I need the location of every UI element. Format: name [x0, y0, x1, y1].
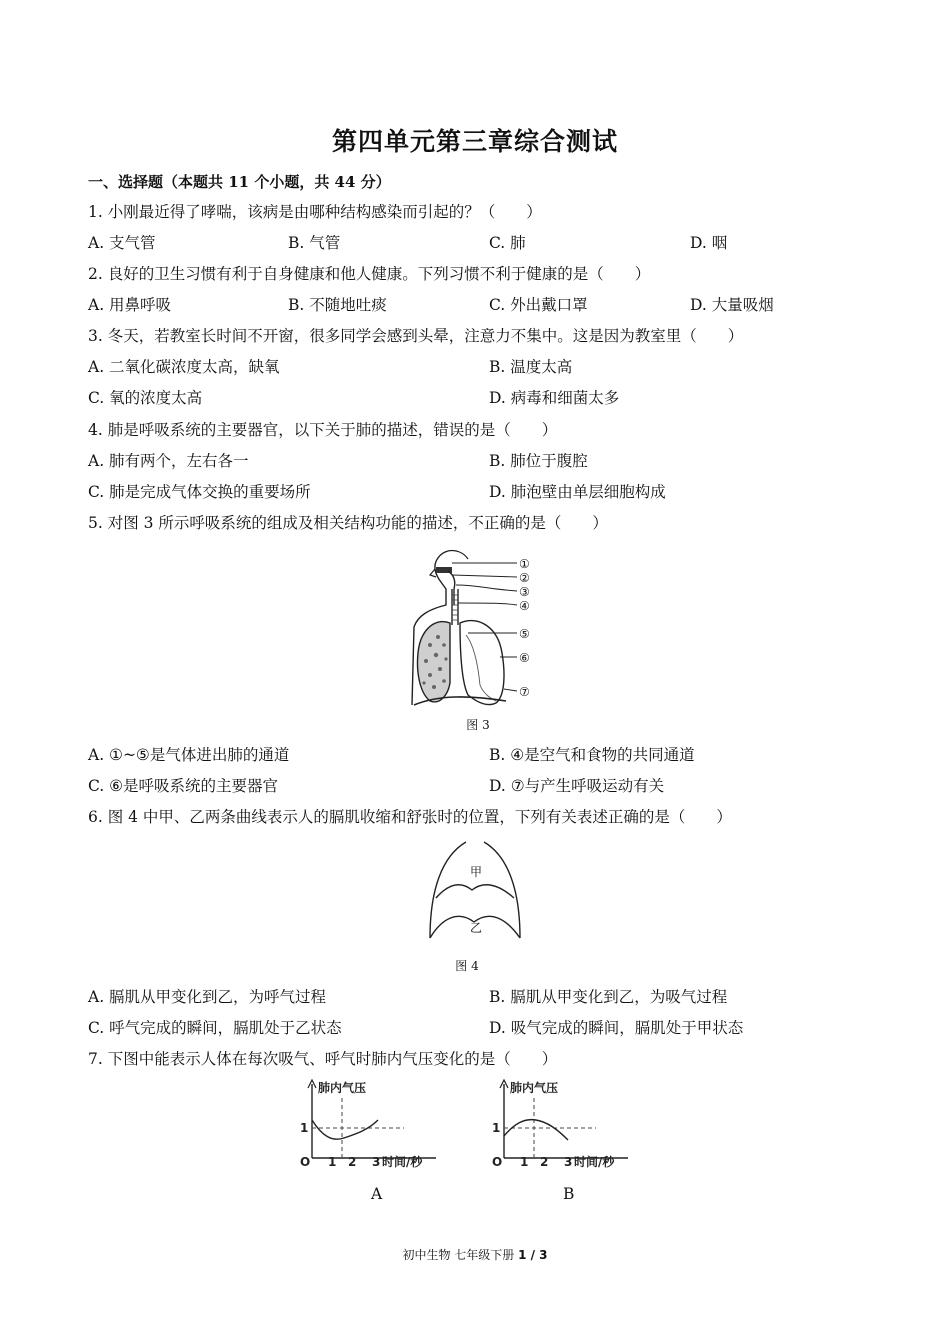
q3-option-c: C. 氧的浓度太高 [88, 389, 203, 407]
question-5-stem: 5. 对图 3 所示呼吸系统的组成及相关结构功能的描述，不正确的是（ ） [88, 514, 608, 532]
q5-option-d: D. ⑦与产生呼吸运动有关 [489, 777, 665, 795]
q5-option-b: B. ④是空气和食物的共同通道 [489, 746, 695, 764]
q2-option-d: D. 大量吸烟 [690, 296, 774, 314]
graph-a-ylabel: 肺内气压 [318, 1081, 367, 1095]
q1-option-b: B. 气管 [288, 234, 341, 252]
graph-b-origin: O [492, 1155, 503, 1168]
fig3-label-7: ⑦ [519, 685, 530, 699]
q4-option-b: B. 肺位于腹腔 [489, 452, 588, 470]
fig4-label-jia: 甲 [470, 865, 483, 879]
fig3-label-2: ② [519, 571, 530, 585]
graph-a-origin: O [300, 1155, 311, 1168]
fig4-label-yi: 乙 [470, 921, 483, 935]
q3-option-a: A. 二氧化碳浓度太高，缺氧 [88, 358, 280, 376]
graph-b-xtick-1: 1 [520, 1155, 529, 1168]
fig3-label-4: ④ [519, 599, 530, 613]
graph-b-label: B [563, 1185, 575, 1203]
q4-option-d: D. 肺泡壁由单层细胞构成 [489, 483, 666, 501]
page-footer [0, 1246, 950, 1263]
graph-b-xlabel: 时间/秒 [574, 1155, 615, 1168]
q2-option-b: B. 不随地吐痰 [288, 296, 387, 314]
fig3-label-5: ⑤ [519, 627, 530, 641]
graph-b [488, 1076, 638, 1168]
fig3-label-6: ⑥ [519, 651, 530, 665]
fig4-caption: 图 4 [455, 959, 479, 973]
question-4-stem: 4. 肺是呼吸系统的主要器官，以下关于肺的描述，错误的是（ ） [88, 421, 558, 439]
q4-option-a: A. 肺有两个，左右各一 [88, 452, 249, 470]
question-2-stem: 2. 良好的卫生习惯有利于自身健康和他人健康。下列习惯不利于健康的是（ ） [88, 265, 651, 283]
graph-a-label: A [371, 1185, 383, 1203]
q4-option-c: C. 肺是完成气体交换的重要场所 [88, 483, 311, 501]
fig3-caption: 图 3 [466, 718, 490, 732]
question-1-stem: 1. 小刚最近得了哮喘，该病是由哪种结构感染而引起的？（ ） [88, 203, 542, 221]
section-heading: 一、选择题（本题共 11 个小题，共 44 分） [88, 173, 391, 191]
footer-subject: 初中生物 七年级下册 [402, 1248, 519, 1262]
q3-option-d: D. 病毒和细菌太多 [489, 389, 620, 407]
graph-a-xtick-2: 2 [348, 1155, 357, 1168]
question-3-stem: 3. 冬天，若教室长时间不开窗，很多同学会感到头晕，注意力不集中。这是因为教室里（ ） [88, 327, 744, 345]
q2-option-c: C. 外出戴口罩 [489, 296, 588, 314]
page-title: 第四单元第三章综合测试 [331, 127, 618, 156]
q1-option-c: C. 肺 [489, 234, 526, 252]
q6-option-d: D. 吸气完成的瞬间，膈肌处于甲状态 [489, 1019, 744, 1037]
q2-option-a: A. 用鼻呼吸 [88, 296, 172, 314]
graph-b-ytick: 1 [492, 1121, 501, 1135]
fig3-label-1: ① [519, 557, 530, 571]
q5-option-a: A. ①~⑤是气体进出肺的通道 [88, 746, 290, 764]
diaphragm-figure [422, 838, 528, 956]
respiratory-system-figure [408, 545, 543, 715]
graph-a [296, 1076, 446, 1168]
footer-page-number: 1 / 3 [518, 1248, 548, 1262]
graph-b-xtick-2: 2 [540, 1155, 549, 1168]
q5-option-c: C. ⑥是呼吸系统的主要器官 [88, 777, 279, 795]
graph-b-ylabel: 肺内气压 [510, 1081, 559, 1095]
question-7-stem: 7. 下图中能表示人体在每次吸气、呼气时肺内气压变化的是（ ） [88, 1050, 558, 1068]
q6-option-c: C. 呼气完成的瞬间，膈肌处于乙状态 [88, 1019, 342, 1037]
graph-a-xtick-1: 1 [328, 1155, 337, 1168]
q3-option-b: B. 温度太高 [489, 358, 573, 376]
question-6-stem: 6. 图 4 中甲、乙两条曲线表示人的膈肌收缩和舒张时的位置，下列有关表述正确的是（ ） [88, 808, 732, 826]
graph-b-xtick-3: 3 [564, 1155, 573, 1168]
q6-option-b: B. 膈肌从甲变化到乙，为吸气过程 [489, 988, 728, 1006]
q6-option-a: A. 膈肌从甲变化到乙，为呼气过程 [88, 988, 327, 1006]
graph-a-xtick-3: 3 [372, 1155, 381, 1168]
q1-option-d: D. 咽 [690, 234, 728, 252]
graph-a-ytick: 1 [300, 1121, 309, 1135]
q1-option-a: A. 支气管 [88, 234, 156, 252]
graph-a-xlabel: 时间/秒 [382, 1155, 423, 1168]
fig3-label-3: ③ [519, 585, 530, 599]
